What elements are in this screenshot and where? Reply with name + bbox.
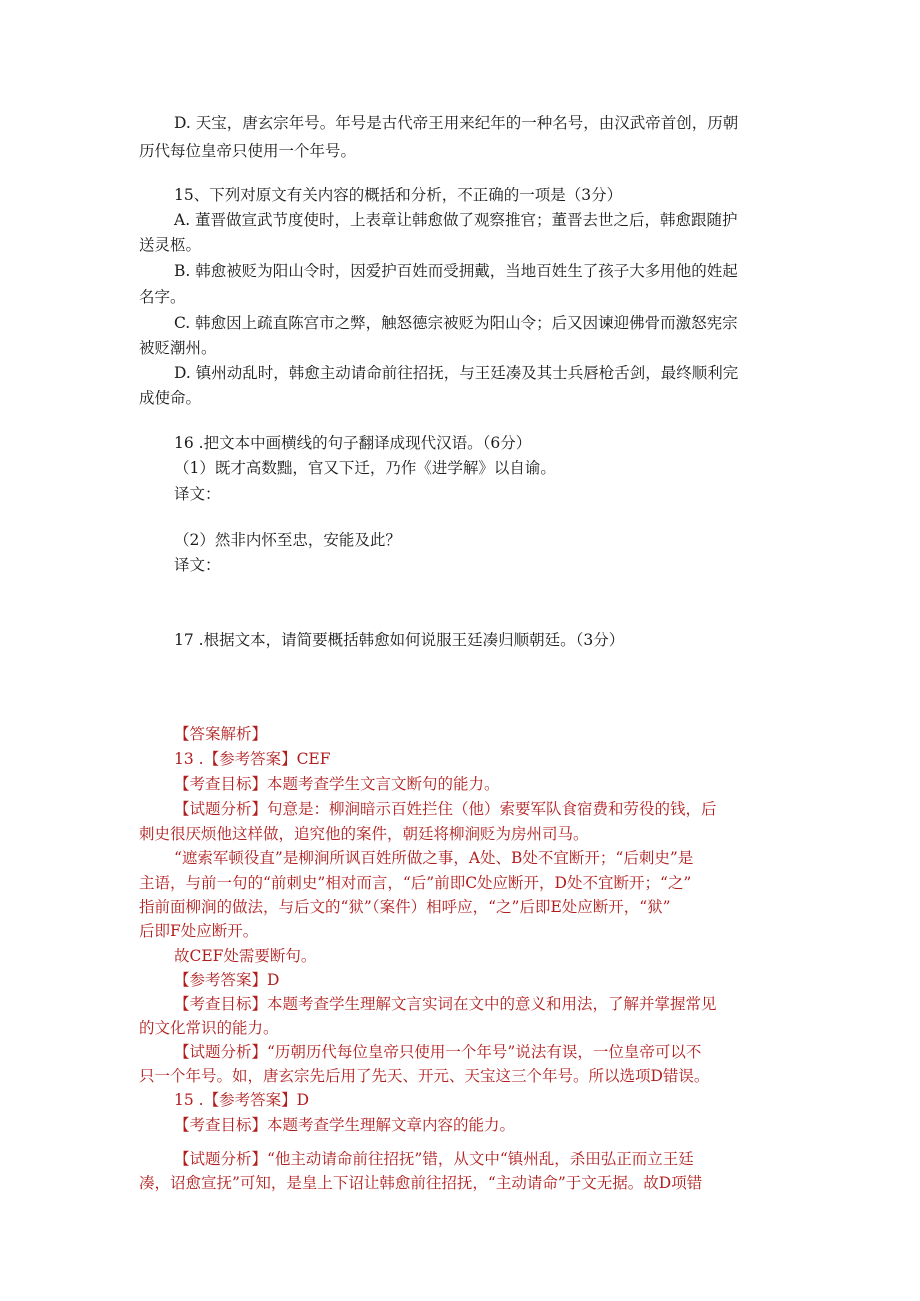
a13-conclusion: 故CEF处需要断句。 (174, 947, 317, 965)
a13-analysis-line4: 主语，与前一句的“前刺史”相对而言，“后”前即C处应断开，D处不宜断开；“之” (139, 874, 692, 892)
q15-optionB-line2: 名字。 (139, 288, 186, 306)
q14-optionD-line1: D. 天宝，唐玄宗年号。年号是古代帝王用来纪年的一种名号，由汉武帝首创，历朝 (174, 114, 739, 132)
answer-heading: 【答案解析】 (174, 725, 268, 743)
q15-optionB-line1: B. 韩愈被贬为阳山令时，因爱护百姓而受拥戴，当地百姓生了孩子大多用他的姓起 (174, 262, 738, 280)
a13-analysis-line6: 后即F处应断开。 (139, 922, 259, 940)
a13-target: 【考查目标】本题考查学生文言文断句的能力。 (174, 775, 500, 793)
q15-optionD-line1: D. 镇州动乱时，韩愈主动请命前往招抚，与王廷凑及其士兵唇枪舌剑，最终顺利完 (174, 364, 739, 382)
a14-analysis-line2: 只一个年号。如，唐玄宗先后用了先天、开元、天宝这三个年号。所以选项D错误。 (139, 1067, 710, 1085)
a14-target-line1: 【考查目标】本题考查学生理解文言实词在文中的意义和用法，了解并掌握常见 (174, 995, 717, 1013)
q16-answer-label-2: 译文： (174, 556, 221, 574)
q15-optionC-line2: 被贬潮州。 (139, 339, 217, 357)
a15-analysis-line1: 【试题分析】“他主动请命前往招抚”错，从文中“镇州乱，杀田弘正而立王廷 (174, 1150, 694, 1168)
a14-answer: 【参考答案】D (174, 971, 280, 989)
a15-target: 【考查目标】本题考查学生理解文章内容的能力。 (174, 1116, 516, 1134)
q15-optionC-line1: C. 韩愈因上疏直陈宫市之弊，触怒德宗被贬为阳山令；后又因谏迎佛骨而激怒宪宗 (174, 314, 738, 332)
q15-optionA-line2: 送灵柩。 (139, 236, 202, 254)
q15-optionA-line1: A. 董晋做宣武节度使时，上表章让韩愈做了观察推官；董晋去世之后，韩愈跟随护 (174, 211, 738, 229)
a13-answer: 13 .【参考答案】CEF (174, 750, 331, 768)
q16-stem: 16 .把文本中画横线的句子翻译成现代汉语。（6分） (174, 434, 532, 452)
a14-analysis-line1: 【试题分析】“历朝历代每位皇帝只使用一个年号”说法有误，一位皇帝可以不 (174, 1043, 702, 1061)
q16-answer-label-1: 译文： (174, 485, 221, 503)
q16-item2: （2）然非内怀至忠，安能及此？ (174, 531, 401, 549)
a13-analysis-line3: “遮索军顿役直”是柳涧所讽百姓所做之事，A处、B处不宜断开；“后刺史”是 (174, 849, 694, 867)
q15-stem: 15、下列对原文有关内容的概括和分析，不正确的一项是（3分） (174, 186, 623, 204)
q14-optionD-line2: 历代每位皇帝只使用一个年号。 (139, 142, 357, 160)
a13-analysis-line2: 刺史很厌烦他这样做，追究他的案件，朝廷将柳涧贬为房州司马。 (139, 825, 589, 843)
a14-target-line2: 的文化常识的能力。 (139, 1019, 279, 1037)
q16-item1: （1）既才高数黜，官又下迁，乃作《进学解》以自谕。 (174, 459, 556, 477)
a15-analysis-line2: 凑，诏愈宣抚”可知，是皇上下诏让韩愈前往招抚，“主动请命”于文无据。故D项错 (139, 1174, 703, 1192)
a15-answer: 15 .【参考答案】D (174, 1091, 310, 1109)
q15-optionD-line2: 成使命。 (139, 389, 202, 407)
a13-analysis-line5: 指前面柳涧的做法，与后文的“狱”（案件）相呼应，“之”后即E处应断开，“狱” (139, 898, 671, 916)
a13-analysis-line1: 【试题分析】句意是：柳涧暗示百姓拦住（他）索要军队食宿费和劳役的钱，后 (174, 800, 717, 818)
q17-stem: 17 .根据文本，请简要概括韩愈如何说服王廷凑归顺朝廷。（3分） (174, 631, 625, 649)
